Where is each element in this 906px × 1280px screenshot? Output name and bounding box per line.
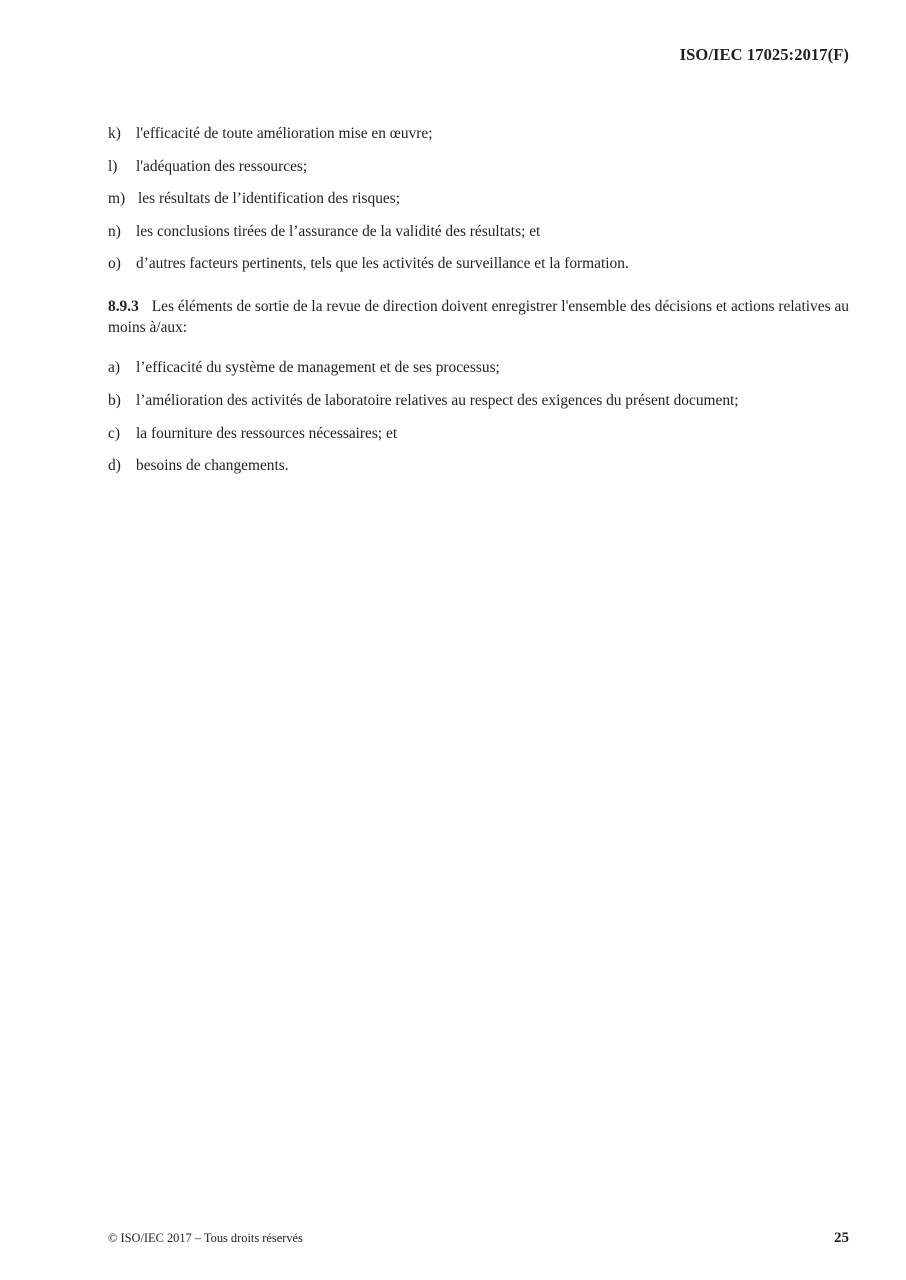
footer-copyright: © ISO/IEC 2017 – Tous droits réservés — [108, 1231, 303, 1245]
list-item-text: l'efficacité de toute amélioration mise en œuvre; — [136, 125, 433, 142]
list-group-k-through-o — [108, 124, 849, 274]
list-marker: m) — [108, 190, 126, 208]
list-marker: n) — [108, 222, 121, 240]
list-item — [108, 424, 849, 444]
list-item — [108, 189, 849, 209]
page-number: 25 — [834, 1230, 849, 1246]
list-item — [108, 254, 849, 274]
list-item-text: l’efficacité du système de management et de ses processus; — [136, 359, 500, 377]
list-item — [108, 456, 849, 476]
list-item — [108, 391, 849, 411]
clause-number: 8.9.3 — [108, 298, 139, 316]
list-marker: l) — [108, 157, 118, 175]
list-marker: c) — [108, 424, 120, 442]
list-marker: o) — [108, 255, 121, 273]
list-marker: b) — [108, 391, 121, 409]
list-item — [108, 124, 849, 144]
list-item-text: les conclusions tirées de l’assurance de la validité des résultats; et — [136, 222, 541, 240]
list-group-a-through-d — [108, 358, 849, 476]
list-item-text: la fourniture des ressources nécessaires; et — [136, 424, 398, 442]
list-item — [108, 157, 849, 177]
list-item — [108, 358, 849, 378]
list-marker: k) — [108, 125, 121, 142]
list-marker: a) — [108, 359, 120, 377]
running-header: ISO/IEC 17025:2017(F) — [679, 45, 849, 64]
list-item-text: les résultats de l’identification des risques; — [138, 190, 401, 208]
list-item-text: l'adéquation des ressources; — [136, 157, 308, 175]
list-item — [108, 222, 849, 242]
page-content — [108, 124, 849, 476]
clause-paragraph — [108, 296, 849, 338]
list-marker: d) — [108, 457, 121, 475]
list-item-text: besoins de changements. — [136, 457, 289, 475]
list-item-text: l’amélioration des activités de laboratoire relatives au respect des exigences du présent document; — [136, 391, 739, 409]
clause-text: Les éléments de sortie de la revue de direction doivent enregistrer l'ensemble des décisions et actions relatives au moins à/aux: — [108, 298, 849, 337]
list-item-text: d’autres facteurs pertinents, tels que les activités de surveillance et la formation. — [136, 255, 629, 273]
page-footer — [108, 1228, 849, 1248]
